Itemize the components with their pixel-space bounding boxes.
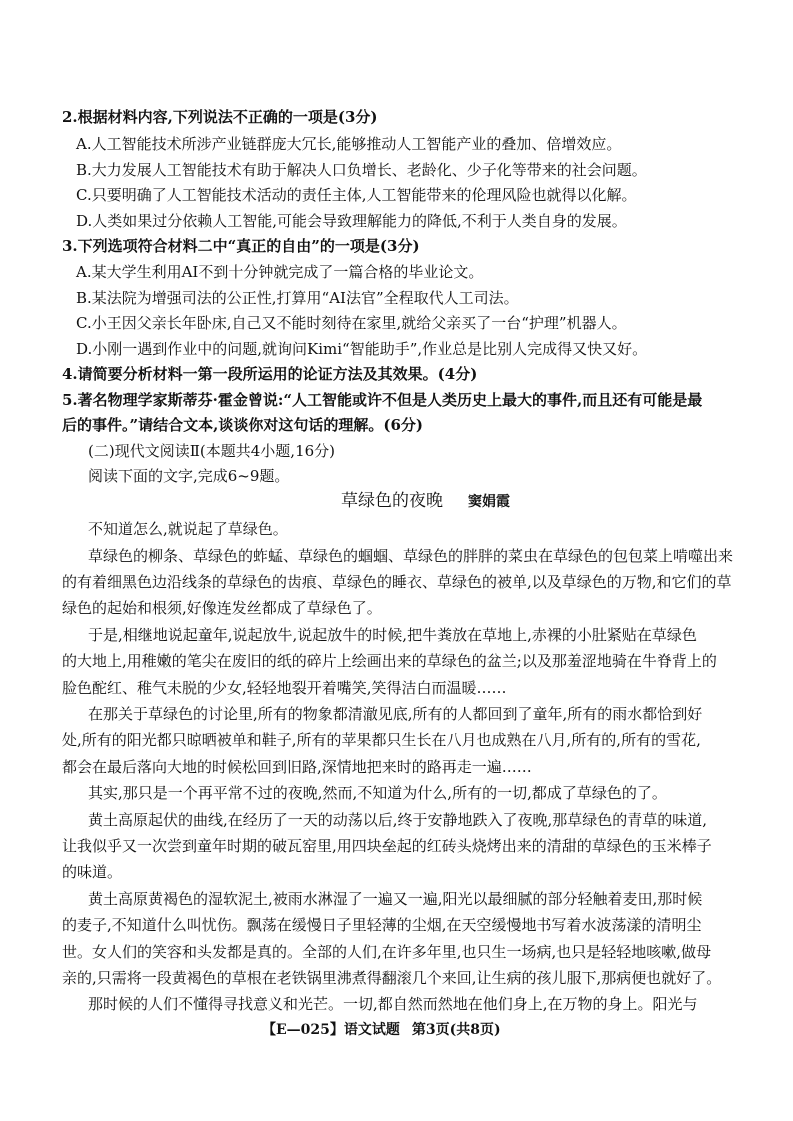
article-line-13: 让我似乎又一次尝到童年时期的破瓦窑里,用四块垒起的红砖头烧烤出来的清甜的草绿色的玉米棒子 bbox=[62, 837, 712, 855]
question-5-line-1: 5.著名物理学家斯蒂芬·霍金曾说:“人工智能或许不但是人类历史上最大的事件,而且还有可能是最 bbox=[62, 391, 703, 409]
page-number: 第3页(共8页) bbox=[411, 1022, 501, 1038]
question-2-option-a: A.人工智能技术所涉产业链群庞大冗长,能够推动人工智能产业的叠加、倍增效应。 bbox=[76, 135, 622, 153]
question-2-stem: 2.根据材料内容,下列说法不正确的一项是(3分) bbox=[62, 108, 378, 126]
question-4: 4.请简要分析材料一第一段所运用的论证方法及其效果。(4分) bbox=[62, 365, 478, 383]
question-3-option-c: C.小王因父亲长年卧床,自己又不能时刻待在家里,就给父亲买了一台“护理”机器人。 bbox=[76, 314, 627, 332]
question-3-option-a: A.某大学生利用AI不到十分钟就完成了一篇合格的毕业论文。 bbox=[76, 263, 484, 281]
article-line-5: 于是,相继地说起童年,说起放牛,说起放牛的时候,把牛粪放在草地上,赤裸的小肚紧贴在草绿色 bbox=[88, 626, 697, 644]
article-line-4: 绿色的起始和根须,好像连发丝都成了草绿色了。 bbox=[62, 599, 382, 617]
article-line-3: 的有着细黑色边沿线条的草绿色的齿痕、草绿色的睡衣、草绿色的被单,以及草绿色的万物,和它们的草 bbox=[62, 573, 732, 591]
section-instruction: 阅读下面的文字,完成6~9题。 bbox=[88, 467, 290, 485]
question-3-option-b: B.某法院为增强司法的公正性,打算用“AI法官”全程取代人工司法。 bbox=[76, 289, 519, 307]
article-line-19: 那时候的人们不懂得寻找意义和光芒。一切,都自然而然地在他们身上,在万物的身上。阳光与 bbox=[88, 995, 698, 1013]
article-line-17: 世。女人们的笑容和头发都是真的。全部的人们,在许多年里,也只生一场病,也只是轻轻地咳嗽,做母 bbox=[62, 943, 712, 961]
question-5-line-2: 后的事件。”请结合文本,谈谈你对这句话的理解。(6分) bbox=[62, 416, 423, 434]
article-line-1: 不知道怎么,就说起了草绿色。 bbox=[88, 520, 288, 538]
article-line-2: 草绿色的柳条、草绿色的蚱蜢、草绿色的蝈蝈、草绿色的胖胖的菜虫在草绿色的包包菜上啃噬出来 bbox=[88, 547, 734, 565]
article-title: 草绿色的夜晚 bbox=[341, 491, 443, 511]
article-line-16: 的麦子,不知道什么叫忧伤。飘荡在缓慢日子里轻薄的尘烟,在天空缓慢地书写着水波荡漾的清明尘 bbox=[62, 916, 702, 934]
question-2-option-c: C.只要明确了人工智能技术活动的责任主体,人工智能带来的伦理风险也就得以化解。 bbox=[76, 186, 637, 204]
question-3-option-d: D.小刚一遇到作业中的问题,就询问Kimi“智能助手”,作业总是比别人完成得又快又好。 bbox=[76, 340, 648, 358]
article-line-9: 处,所有的阳光都只晾晒被单和鞋子,所有的苹果都只生长在八月也成熟在八月,所有的,所有的雪花, bbox=[62, 731, 701, 749]
article-line-8: 在那关于草绿色的讨论里,所有的物象都清澈见底,所有的人都回到了童年,所有的雨水都恰到好 bbox=[88, 705, 703, 723]
question-2-option-b: B.大力发展人工智能技术有助于解决人口负增长、老龄化、少子化等带来的社会问题。 bbox=[76, 161, 647, 179]
question-2-option-d: D.人类如果过分依赖人工智能,可能会导致理解能力的降低,不利于人类自身的发展。 bbox=[76, 212, 627, 230]
page-footer bbox=[262, 1020, 513, 1040]
question-3-stem: 3.下列选项符合材料二中“真正的自由”的一项是(3分) bbox=[62, 237, 420, 255]
article-author: 窦娟霞 bbox=[468, 494, 510, 510]
article-line-15: 黄土高原黄褐色的湿软泥土,被雨水淋湿了一遍又一遍,阳光以最细腻的部分轻触着麦田,那时候 bbox=[88, 890, 703, 908]
article-line-12: 黄土高原起伏的曲线,在经历了一天的动荡以后,终于安静地跌入了夜晚,那草绿色的青草的味道, bbox=[88, 811, 708, 829]
article-line-10: 都会在最后落向大地的时候松回到旧路,深情地把来时的路再走一遍…… bbox=[62, 758, 532, 776]
article-line-7: 脸色酡红、稚气未脱的少女,轻轻地裂开着嘴笑,笑得洁白而温暖…… bbox=[62, 679, 507, 697]
article-line-14: 的味道。 bbox=[62, 863, 123, 881]
article-line-18: 亲的,只需将一段黄褐色的草根在老铁锅里沸煮得翻滚几个来回,让生病的孩儿服下,那病便也就好了。 bbox=[62, 969, 722, 987]
article-line-11: 其实,那只是一个再平常不过的夜晚,然而,不知道为什么,所有的一切,都成了草绿色的了。 bbox=[88, 784, 667, 802]
article-line-6: 的大地上,用稚嫩的笔尖在废旧的纸的碎片上绘画出来的草绿色的盆兰;以及那羞涩地骑在牛脊背上的 bbox=[62, 652, 717, 670]
section-heading: (二)现代文阅读Ⅱ(本题共4小题,16分) bbox=[88, 442, 336, 460]
exam-code: 【E—025】语文试题 bbox=[262, 1022, 400, 1038]
